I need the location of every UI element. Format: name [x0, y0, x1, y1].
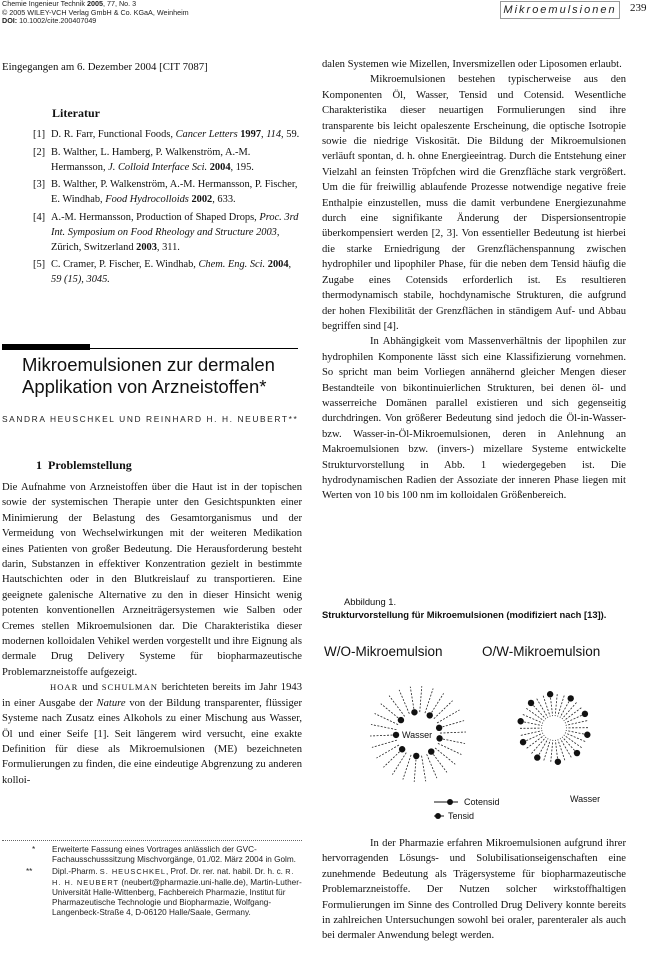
- surfactant-tail: [439, 721, 464, 728]
- surfactant-head: [428, 748, 434, 754]
- surfactant-head: [436, 735, 442, 741]
- surfactant-head: [427, 712, 433, 718]
- figure-caption-text: Strukturvorstellung für Mikroemulsionen (modifiziert nach [13]).: [322, 608, 607, 620]
- surfactant-tail: [371, 724, 396, 729]
- surfactant-tail: [440, 732, 466, 733]
- surfactant-tail: [437, 710, 459, 723]
- reference-item: [4] A.-M. Hermansson, Production of Shaped Drops, Proc. 3rd Int. Symposium on Food Rheology and Structure 2003, Zürich, Switzerland 2003, 311.: [33, 211, 299, 253]
- paragraph: Die Aufnahme von Arzneistoffen über die Haut ist in der topischen sowie der systemischen Therapie unter den Gesichtspunkten einer Minimierung der Belastung des Gesamtorganismus und der Vermeidung von Wechselwirkungen mit der weiteren Medikation eines Patienten von großer Bedeutung. Die Herausforderung besteht darin, Substanzen in effektiver Konzentration gezielt in bestimmte Hautschichten oder in den Blutkreislauf zu transportieren. Eine geeignete galenische Alternative zu den in dieser Hinsicht wenig potenten konventionellen Arzneiträgersystemen wie Salben oder Cremes stellen Mikroemulsionen dar. Die Charakteristika dieser modernen kolloidalen Vehikel werden vorgestellt und ihre Eignung als dermale Drug Delivery Systeme für biopharmazeutische Problemarzneistoffe aufgezeigt.: [2, 482, 302, 678]
- right-body-continued: [322, 836, 626, 944]
- reference-list: [2, 128, 302, 291]
- paragraph: dalen Systemen wie Mizellen, Inversmizellen oder Liposomen erlaubt.: [322, 59, 622, 70]
- surfactant-tail: [544, 739, 551, 760]
- surfactant-tail: [372, 740, 397, 747]
- ow-title: O/W-Mikroemulsion: [482, 644, 601, 659]
- surfactant-tail: [376, 745, 398, 758]
- wo-title: W/O-Mikroemulsion: [324, 644, 443, 659]
- paragraph: In Abhängigkeit vom Massenverhältnis der lipophilen zur hydrophilen Komponente lässt sich eine Klassifizierung vornehmen. So spricht man beim Vorliegen annähernd gleicher Mengen dieser Bestandteile von bikontinuierlichen Strukturen, bei denen öl- und wasserreiche Domänen parallel existieren und sich gegenseitig durchdringen. Von größerer Bedeutung sind jedoch die Öl-in-Wasser- bzw. Wasser-in-Öl-Mikroemulsionen, deren in Anlehnung an Makroemulsionen bzw. (invers-) mizellare Systeme entwickelte Strukturvorstellung in Abb. 1 wiedergegeben ist. Die hydrodynamischen Radien der Assoziate der inneren Phase liegen mit Werten von 10 bis 100 nm im kolloidalen Größenbereich.: [322, 336, 626, 502]
- doi-line: DOI: 10.1002/cite.200407049: [2, 16, 97, 26]
- figure-microemulsion-structures: [318, 634, 632, 820]
- footnote: ** Dipl.-Pharm. S. HEUSCHKEL, Prof. Dr. rer. nat. habil. Dr. h. c. R. H. H. NEUBERT (neubert@pharmazie.uni-halle.de), Martin-Luther-Universität Halle-Wittenberg, Fachbereich Pharmazie, Institut für Pharmazeutische Technologie und Biopharmazie, Wolfgang-Langenbeck-Straße 4, D-06120 Halle/Saale, Germany.: [26, 867, 302, 918]
- surfactant-head: [547, 691, 553, 697]
- surfactant-tail: [537, 738, 548, 757]
- ow-micelle-diagram: [517, 691, 590, 765]
- surfactant-tail: [537, 699, 548, 718]
- surfactant-tail: [392, 753, 406, 775]
- figure-caption: [322, 596, 632, 621]
- surfactant-head: [555, 759, 561, 765]
- surfactant-tail: [427, 754, 437, 778]
- title-rule-thick: [2, 344, 90, 350]
- tensid-legend-head: [435, 813, 441, 819]
- wasser-outer-label: Wasser: [570, 794, 601, 804]
- journal-header: [2, 0, 189, 26]
- wasser-inner-label: Wasser: [402, 730, 433, 740]
- doi-link[interactable]: 10.1002/cite.200407049: [19, 16, 97, 26]
- reference-item: [1] D. R. Farr, Functional Foods, Cancer Letters 1997, 114, 59.: [33, 129, 300, 140]
- surfactant-tail: [370, 735, 396, 736]
- surfactant-tail: [543, 696, 550, 717]
- surfactant-head: [574, 750, 580, 756]
- surfactant-tail: [440, 738, 465, 743]
- surfactant-tail: [425, 688, 433, 713]
- surfactant-head: [534, 754, 540, 760]
- surfactant-head: [399, 746, 405, 752]
- running-title: Mikroemulsionen: [500, 1, 620, 19]
- surfactant-tail: [431, 752, 447, 773]
- article-authors: SANDRA HEUSCHKEL UND REINHARD H. H. NEUBERT**: [2, 414, 299, 424]
- surfactant-tail: [389, 696, 405, 717]
- article-title: Mikroemulsionen zur dermalen Applikation von Arzneistoffen*: [22, 354, 275, 397]
- literature-heading: Literatur: [52, 106, 100, 120]
- surfactant-head: [584, 732, 590, 738]
- surfactant-head: [517, 718, 523, 724]
- surfactant-tail: [414, 756, 416, 782]
- page-number: 239: [630, 2, 647, 14]
- surfactant-tail: [560, 698, 571, 717]
- surfactant-head: [398, 717, 404, 723]
- surfactant-tail: [430, 693, 444, 715]
- right-body: [322, 57, 626, 504]
- surfactant-tail: [555, 740, 558, 762]
- surfactant-tail: [555, 694, 557, 716]
- title-rule-thin: [2, 348, 298, 349]
- surfactant-head: [528, 700, 534, 706]
- surfactant-tail: [558, 739, 565, 760]
- surfactant-head: [582, 711, 588, 717]
- surfactant-head: [568, 695, 574, 701]
- paragraph: Mikroemulsionen bestehen typischerweise aus den Komponenten Öl, Wasser, Tensid und Cotensid. Wesentliche Charakteristika dieser neuartigen Formulierungen sind ihre transparente bis leicht opaleszente Erscheinung, die optische Isotropie sowie die niedrige Viskosität. Die Bildung der Mikroemulsionen verläuft spontan, d. h. ohne Energieeintrag. Durch die Entstehung einer Vielzahl an feinsten Tröpfchen wird die Grenzfläche stark vergrößert. Um die für freiwillig ablaufende Prozesse notwendige negative freie Enthalpie einzustellen, muss die damit verbundene Energiezunahme durch eine signifikante Änderung der Dispersionsentropie überkompensiert werden [2, 3]. Von essentieller Bedeutung ist hierbei die starke Erniedrigung der Grenzflächenspannung zwischen hydrophiler und lipophiler Phase, für die neben dem Tensid häufig die Zugabe eines Cotensids erforderlich ist. Es resultieren thermodynamisch stabile, hochdynamische Strukturen, die aufgrund der hohen Flexibilität der Grenzflächen in ständigem Auf- und Abbau begriffen sind [4].: [322, 74, 626, 332]
- tensid-label: Tensid: [448, 811, 475, 820]
- surfactant-tail: [422, 756, 426, 782]
- footnote-separator: [2, 840, 302, 841]
- reference-item: [5] C. Cramer, P. Fischer, E. Windhab, Chem. Eng. Sci. 2004, 59 (15), 3045.: [33, 259, 292, 286]
- surfactant-tail: [558, 696, 565, 717]
- surfactant-head: [393, 732, 399, 738]
- surfactant-head: [520, 739, 526, 745]
- journal-citation: Chemie Ingenieur Technik 2005, 77, No. 3: [2, 0, 137, 8]
- footnotes: [2, 845, 302, 920]
- surfactant-tail: [560, 738, 571, 757]
- surfactant-tail: [403, 755, 411, 780]
- surfactant-tail: [420, 686, 422, 712]
- section-heading: 1 Problemstellung: [36, 458, 132, 472]
- cotensid-label: Cotensid: [464, 797, 500, 807]
- paragraph: In der Pharmazie erfahren Mikroemulsionen aufgrund ihrer hervorragenden Lösungs- und Solubilisationseigenschaften eine zunehmende Bedeutung als Trägersysteme für biopharmazeutische Problemarzneistoffe. Der Nutzen solcher wirkstoffhaltigen Formulierungen im Sinne des Controlled Drug Delivery konnte bereits in zahlreichen Untersuchungen sowohl bei oraler, parenteraler als auch bei dermaler Anwendung belegt werden.: [322, 838, 626, 942]
- reference-item: [3] B. Walther, P. Walkenström, A.-M. Hermansson, P. Fischer, E. Windhab, Food Hydrocolloids 2002, 633.: [33, 179, 298, 206]
- surfactant-tail: [410, 687, 414, 713]
- received-note: Eingegangen am 6. Dezember 2004 [CIT 7087]: [2, 61, 208, 73]
- figure-label: Abbildung 1.: [344, 596, 397, 607]
- cotensid-legend-head: [447, 799, 453, 805]
- surfactant-head: [411, 709, 417, 715]
- copyright-line: © 2005 WILEY-VCH Verlag GmbH & Co. KGaA, Weinheim: [2, 7, 189, 17]
- surfactant-tail: [551, 740, 553, 762]
- surfactant-head: [413, 753, 419, 759]
- left-body: [2, 480, 302, 788]
- surfactant-head: [436, 725, 442, 731]
- paragraph: HOAR und SCHULMAN berichteten bereits im Jahr 1943 in einer Ausgabe der Nature von der Bildung transparenter, flüssiger Systeme nach Zusatz eines Alkohols zu einer Mischung aus Wasser, Öl und einer Seife [1]. Seit längerem wird versucht, eine exakte Definition für diese als Mikroemulsionen (ME) bezeichneten Formulierungen zu finden, die eine eindeutige Abgrenzung zu anderen kolloi-: [2, 682, 302, 786]
- footnote: * Erweiterte Fassung eines Vortrages anlässlich der GVC-Fachausschusssitzung Mischvorgänge, 01./02. März 2004 in Golm.: [32, 845, 296, 865]
- surfactant-tail: [550, 694, 553, 716]
- reference-item: [2] B. Walther, L. Hamberg, P. Walkenström, A.-M. Hermansson, J. Colloid Interface Sci. 2004, 195.: [33, 146, 254, 173]
- surfactant-tail: [399, 690, 409, 714]
